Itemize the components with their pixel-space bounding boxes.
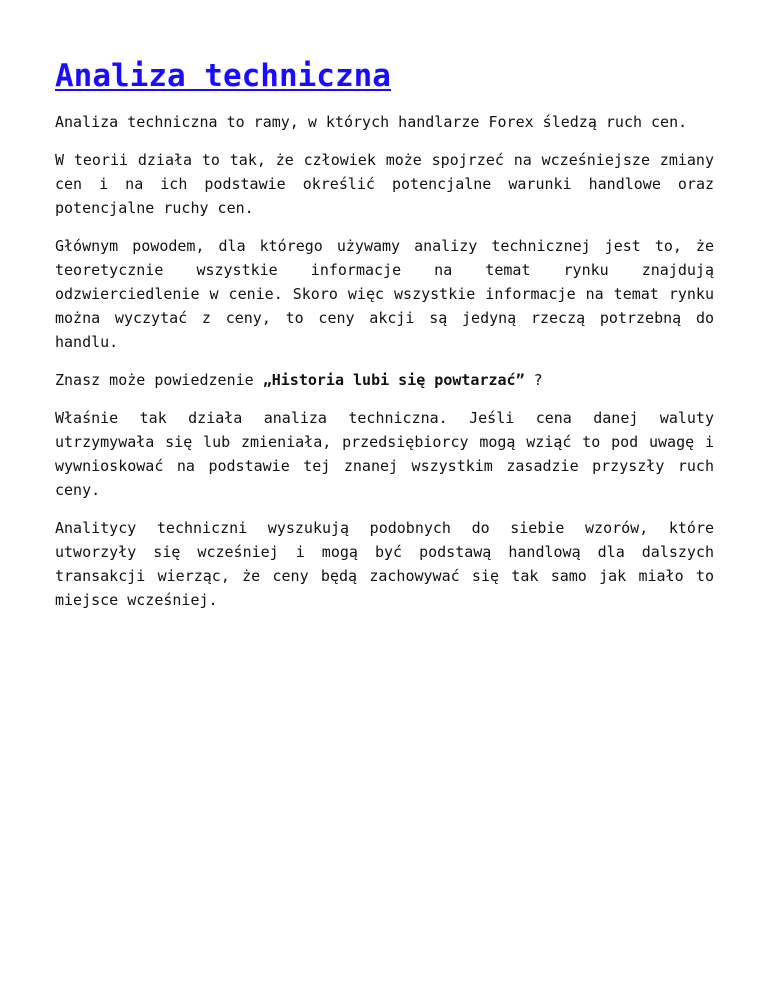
paragraph-analysts: Analitycy techniczni wyszukują podobnych do siebie wzorów, które utworzyły się wcześniej i mogą być podstawą handlową dla dalszych transakcji wierząc, że ceny będą zachowywać się tak samo jak miało to miejsce wcześniej. [55,519,714,609]
paragraph-saying [55,368,714,392]
page-title [55,56,714,96]
saying-quote: „Historia lubi się powtarzać” [262,371,525,389]
paragraph-main-reason: Głównym powodem, dla którego używamy analizy technicznej jest to, że teoretycznie wszystkie informacje na temat rynku znajdują odzwierciedlenie w cenie. Skoro więc wszystkie informacje na temat rynku można wyczytać z ceny, to ceny akcji są jedyną rzeczą potrzebną do handlu. [55,237,714,351]
title-link[interactable]: Analiza techniczna [55,58,391,94]
paragraph-how-it-works: Właśnie tak działa analiza techniczna. Jeśli cena danej waluty utrzymywała się lub zmieniała, przedsiębiorcy mogą wziąć to pod uwagę i wywnioskować na podstawie tej znanej wszystkim zasadzie przyszły ruch ceny. [55,409,714,499]
saying-prefix: Znasz może powiedzenie [55,371,263,389]
saying-suffix: ? [524,371,543,389]
paragraph-intro: Analiza techniczna to ramy, w których handlarze Forex śledzą ruch cen. [55,113,688,131]
paragraph-theory: W teorii działa to tak, że człowiek może spojrzeć na wcześniejsze zmiany cen i na ich podstawie określić potencjalne warunki handlowe oraz potencjalne ruchy cen. [55,151,714,217]
article [55,56,714,626]
